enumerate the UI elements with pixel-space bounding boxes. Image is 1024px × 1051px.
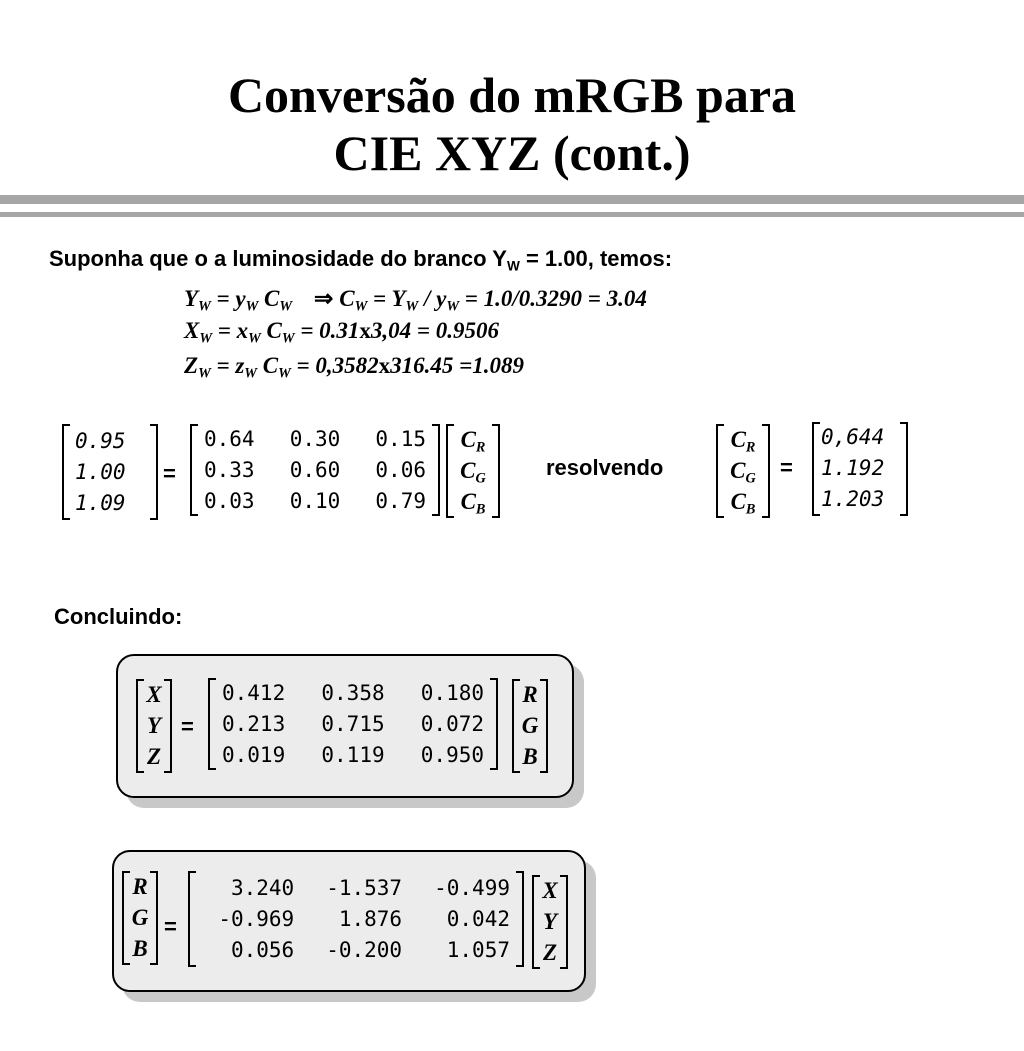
rgb-to-xyz-box — [116, 654, 574, 798]
page-title-line-2: CIE XYZ (cont.) — [333, 125, 691, 181]
equals-sign: = — [164, 914, 177, 939]
matrix-row: 0.03 0.10 0.79 — [204, 489, 426, 513]
equation-yw: $Y_W = y_W$ $C_W$ ⇒ $C_W = Y_W / y_W = 1.0/0.3290 = 3.04$ — [184, 286, 647, 315]
unknown-vector-result: $C_R$ $C_G$ $C_B$ — [716, 424, 770, 518]
header-rule-thick — [0, 195, 1024, 204]
equation-xw: $X_W = x_W$ $C_W = 0.31x3,04 = 0.9506$ — [184, 318, 500, 347]
equals-sign: = — [181, 714, 194, 739]
solution-vector: 0,644 1.192 1.203 — [812, 422, 908, 516]
xyz-vector: X Y Z — [532, 875, 568, 969]
equation-zw: $Z_W = z_W$ $C_W = 0,3582x316.45 =1.089$ — [184, 353, 524, 382]
matrix-row: 0.64 0.30 0.15 — [204, 427, 426, 451]
intro-text: Suponha que o a luminosidade do branco $Y_W = 1.00$, temos: — [49, 246, 673, 274]
matrix-row: 0.412 0.358 0.180 — [222, 681, 484, 705]
xyz-vector: X Y Z — [136, 679, 172, 773]
matrix-row: 0.213 0.715 0.072 — [222, 712, 484, 736]
resolvendo-label: resolvendo — [546, 455, 664, 480]
equals-sign: = — [163, 461, 176, 486]
matrix-row: 0.056 -0.200 1.057 — [230, 938, 510, 962]
concluindo-label: Concluindo: — [54, 604, 183, 629]
unknown-vector: $C_R$ $C_G$ $C_B$ — [446, 424, 500, 518]
rgb-to-xyz-matrix — [208, 678, 498, 770]
matrix-row: 0.019 0.119 0.950 — [222, 743, 484, 767]
xyz-to-rgb-box — [112, 850, 586, 992]
matrix-row: 0.33 0.60 0.06 — [204, 458, 426, 482]
implies-arrow-icon: ⇒ — [314, 286, 334, 311]
header-rule-thin — [0, 212, 1024, 217]
rgb-vector: R G B — [122, 871, 158, 965]
coefficient-matrix — [190, 424, 440, 516]
matrix-row: -0.969 1.876 0.042 — [218, 907, 510, 931]
matrix-row: 3.240 -1.537 -0.499 — [230, 876, 510, 900]
xyz-to-rgb-matrix — [188, 871, 524, 967]
equals-sign: = — [780, 455, 793, 480]
rgb-vector: R G B — [512, 679, 548, 773]
page-title-line-1: Conversão do mRGB para — [227, 67, 797, 123]
